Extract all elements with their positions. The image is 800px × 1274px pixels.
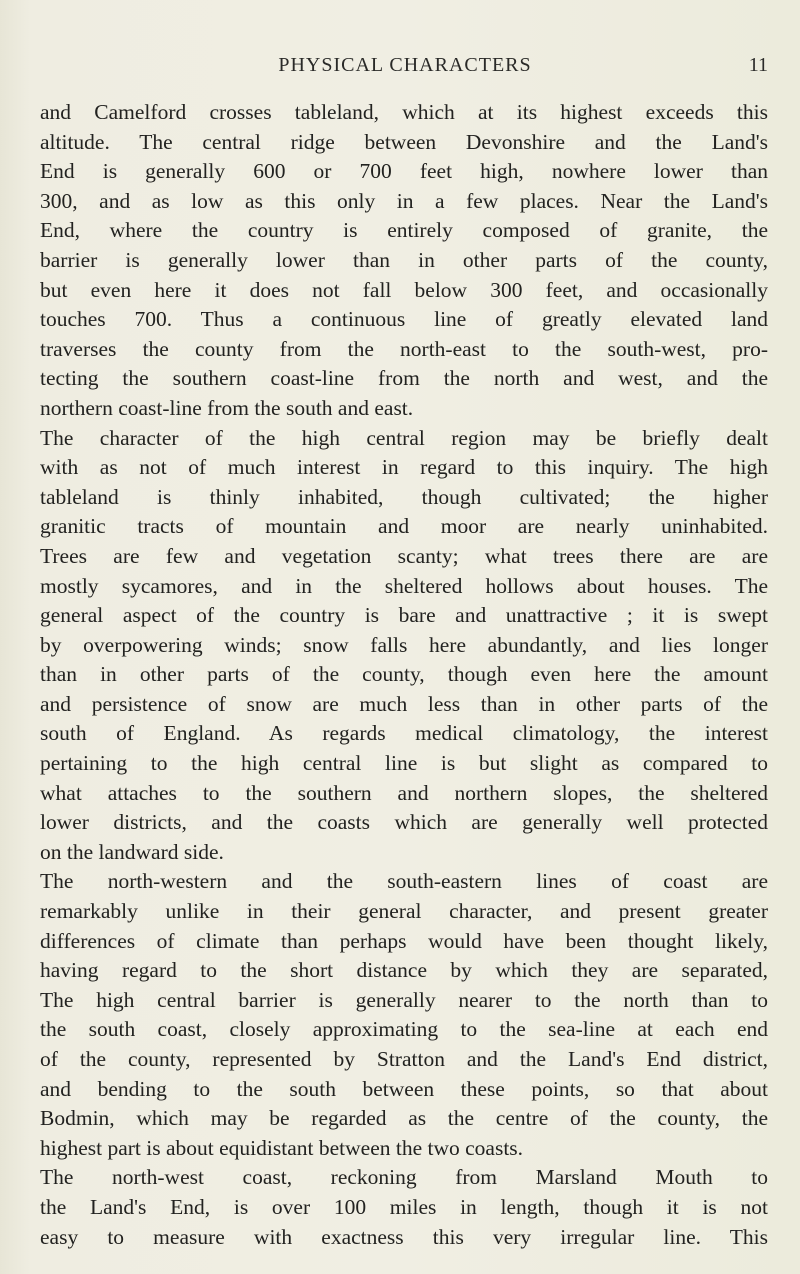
text-line: what attaches to the southern and northern slopes, the sheltered (40, 780, 768, 805)
text-line: End is generally 600 or 700 feet high, nowhere lower than (40, 159, 768, 184)
text-line: granitic tracts of mountain and moor are nearly uninhabited. (40, 514, 768, 539)
text-line: northern coast-line from the south and east. (40, 395, 414, 420)
text-line: than in other parts of the county, though even here the amount (40, 662, 768, 687)
text-line: The north-west coast, reckoning from Marsland Mouth to (40, 1165, 768, 1190)
text-line: south of England. As regards medical climatology, the interest (40, 721, 768, 746)
text-line: and bending to the south between these points, so that about (40, 1076, 768, 1101)
text-line: by overpowering winds; snow falls here abundantly, and lies longer (40, 632, 768, 657)
text-line: general aspect of the country is bare and unattractive ; it is swept (40, 603, 768, 628)
text-line: easy to measure with exactness this very irregular line. This (40, 1224, 768, 1249)
text-line: but even here it does not fall below 300 feet, and occasionally (40, 277, 768, 302)
text-line: highest part is about equidistant between the two coasts. (40, 1135, 524, 1160)
text-line: The high central barrier is generally nearer to the north than to (40, 987, 768, 1012)
text-line: remarkably unlike in their general character, and present greater (40, 899, 768, 924)
text-line: Bodmin, which may be regarded as the centre of the county, the (40, 1106, 768, 1131)
text-line: End, where the country is entirely composed of granite, the (40, 218, 768, 243)
text-line: touches 700. Thus a continuous line of greatly elevated land (40, 307, 768, 332)
text-line: of the county, represented by Stratton and the Land's End district, (40, 1047, 768, 1071)
text-line: differences of climate than perhaps would have been thought likely, (40, 928, 768, 953)
text-line: tableland is thinly inhabited, though cultivated; the higher (40, 484, 768, 509)
page-header (40, 54, 770, 84)
text-line: lower districts, and the coasts which are generally well protected (40, 810, 768, 835)
text-line: and persistence of snow are much less than in other parts of the (40, 691, 768, 716)
text-line: traverses the county from the north-east to the south-west, pro- (40, 336, 768, 361)
page-number: 11 (748, 54, 768, 76)
text-line: the Land's End, is over 100 miles in length, though it is not (40, 1194, 768, 1219)
text-line: tecting the southern coast-line from the north and west, and the (40, 366, 768, 391)
running-head: PHYSICAL CHARACTERS (278, 54, 532, 76)
text-line: pertaining to the high central line is but slight as compared to (40, 751, 768, 776)
text-line: having regard to the short distance by which they are separated, (40, 958, 768, 983)
body-text (40, 98, 768, 1252)
text-line: and Camelford crosses tableland, which at its highest exceeds this (40, 100, 768, 124)
text-line: 300, and as low as this only in a few places. Near the Land's (40, 188, 768, 213)
text-line: on the landward side. (40, 839, 224, 864)
text-line: altitude. The central ridge between Devonshire and the Land's (40, 129, 768, 154)
text-line: with as not of much interest in regard to this inquiry. The high (40, 455, 768, 480)
text-line: the south coast, closely approximating to the sea-line at each end (40, 1017, 768, 1042)
text-line: Trees are few and vegetation scanty; what trees there are are (40, 543, 768, 568)
text-line: mostly sycamores, and in the sheltered hollows about houses. The (40, 573, 768, 598)
text-line: The character of the high central region may be briefly dealt (40, 425, 768, 450)
text-line: The north-western and the south-eastern lines of coast are (40, 869, 768, 894)
text-line: barrier is generally lower than in other parts of the county, (40, 247, 768, 272)
